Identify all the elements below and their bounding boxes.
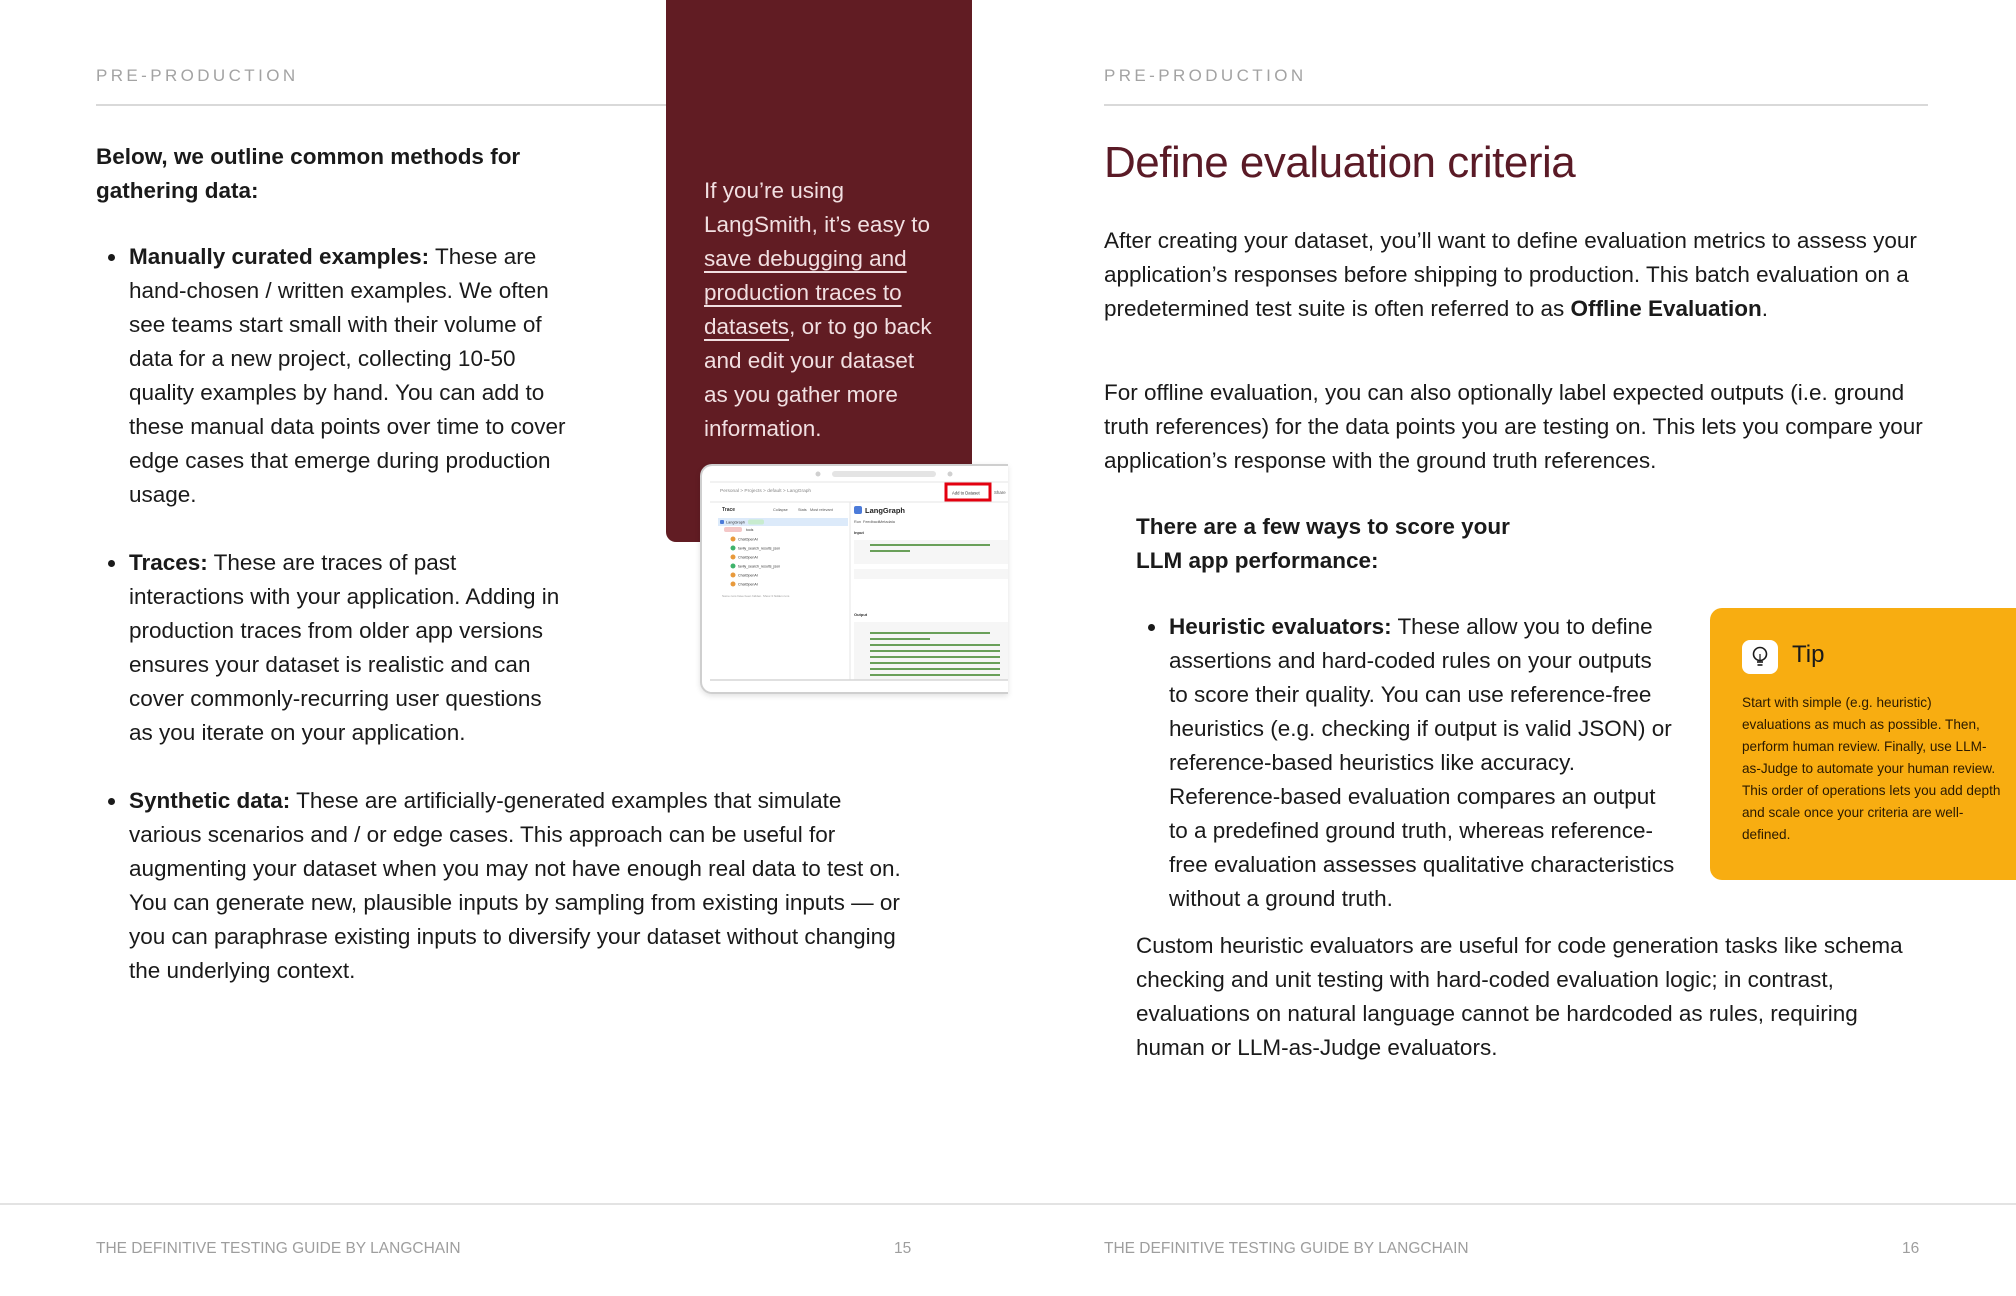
tab-metadata[interactable]: Metadata: [879, 520, 895, 524]
footer-title: THE DEFINITIVE TESTING GUIDE BY LANGCHAIN: [1104, 1240, 1469, 1257]
list-item: [1136, 610, 1676, 916]
tab-run[interactable]: Run: [854, 520, 861, 524]
hidden-runs-note: Some runs have been hidden. Show 3 hidden runs: [722, 594, 790, 598]
list-item: [96, 784, 916, 988]
run-item[interactable]: LangGraph: [726, 520, 745, 525]
section-label: PRE-PRODUCTION: [1104, 66, 1307, 85]
run-item[interactable]: tavily_search_results_json: [738, 546, 781, 551]
breadcrumb: Personal > Projects > default > LangGraph: [720, 489, 812, 494]
callout-text-after: , or to go back and edit your dataset as you gather more information.: [704, 314, 932, 441]
langsmith-screenshot: [700, 464, 1008, 694]
collapse-button[interactable]: Collapse: [773, 508, 788, 512]
paragraph-end: .: [1761, 296, 1769, 321]
run-item[interactable]: tools: [746, 528, 754, 532]
evaluator-list: [1136, 610, 1676, 950]
bullet-term: Synthetic data:: [129, 788, 291, 813]
bullet-text: These are traces of past interactions with your application. Adding in production traces from older app versions ensures your dataset is realistic and can cover commonly-recurring user questions as you iterate on your application.: [129, 550, 560, 745]
bullet-icon: [108, 798, 115, 805]
page-number: 16: [1902, 1240, 1920, 1257]
trace-heading: Trace: [722, 507, 736, 513]
run-panel-title: LangGraph: [865, 506, 906, 515]
bullet-icon: [108, 254, 115, 261]
run-item[interactable]: tavily_search_results_json: [738, 564, 781, 569]
run-item[interactable]: ChatOpenAI: [738, 555, 758, 560]
list-item: [96, 240, 566, 512]
header-divider: [1104, 104, 1928, 106]
output-heading: Output: [854, 612, 868, 617]
offline-evaluation-term: Offline Evaluation: [1570, 296, 1762, 321]
bullet-term: Manually curated examples:: [129, 244, 430, 269]
list-item: [96, 546, 566, 750]
header-divider: [96, 104, 666, 106]
tip-callout: [1710, 608, 2016, 880]
custom-evaluators-paragraph: Custom heuristic evaluators are useful for code generation tasks like schema checking and unit testing with hard-coded evaluation logic; in contrast, evaluations on natural language cannot be hardcoded as rules, requiring human or LLM-as-Judge evaluators.: [1136, 933, 1903, 1060]
tip-title: Tip: [1792, 641, 1825, 668]
footer-title: THE DEFINITIVE TESTING GUIDE BY LANGCHAIN: [96, 1240, 461, 1257]
input-heading: Input: [854, 530, 864, 535]
offline-evaluation-paragraph: For offline evaluation, you can also optionally label expected outputs (i.e. ground truth references) for the data points you are testing on. This lets you compare your application’s response with the ground truth references.: [1104, 380, 1923, 473]
page-right: [1008, 0, 2016, 1296]
lightbulb-icon: [1742, 640, 1778, 674]
bullet-term: Traces:: [129, 550, 208, 575]
add-to-dataset-button[interactable]: Add to Dataset: [952, 490, 980, 496]
intro-paragraph: [1104, 224, 1924, 326]
langgraph-icon: [854, 506, 862, 514]
bullet-text: These allow you to define assertions and hard-coded rules on your outputs to score their quality. You can use reference-free heuristics (e.g. checking if output is valid JSON) or reference-based heuristics like accuracy. Reference-based evaluation compares an output to a predefined ground truth, whereas reference-free evaluation assesses qualitative characteristics without a ground truth.: [1169, 614, 1675, 911]
most-relevant-select[interactable]: Most relevant: [810, 508, 833, 512]
run-item[interactable]: ChatOpenAI: [738, 537, 758, 542]
share-button[interactable]: Share: [994, 490, 1006, 495]
langsmith-callout: [666, 0, 972, 542]
bullet-icon: [108, 560, 115, 567]
bullet-text: These are hand-chosen / written examples. We often see teams start small with their volume of data for a new project, collecting 10-50 quality examples by hand. You can add to these manual data points over time to cover edge cases that emerge during production usage.: [129, 244, 566, 507]
window-bar: [832, 471, 936, 477]
intro-text: Below, we outline common methods for gathering data:: [96, 144, 521, 203]
page-number: 15: [894, 1240, 912, 1257]
callout-text: [704, 174, 944, 446]
screenshot-illustration: [702, 466, 1008, 694]
section-label: PRE-PRODUCTION: [96, 66, 299, 85]
camera-dot-icon: [816, 472, 821, 477]
tip-text: Start with simple (e.g. heuristic) evaluations as much as possible. Then, perform human review. Finally, use LLM-as-Judge to automate your human review. This order of operations lets you add depth and scale once your criteria are well-defined.: [1742, 695, 2001, 842]
footer-divider: [0, 1203, 2016, 1205]
callout-text-before: If you’re using LangSmith, it’s easy to: [704, 178, 930, 237]
paragraph-text: After creating your dataset, you’ll want to define evaluation metrics to assess your application’s responses before shipping to production. This batch evaluation on a predetermined test suite is often referred to as: [1104, 228, 1917, 321]
bullet-term: Heuristic evaluators:: [1169, 614, 1392, 639]
save-traces-link[interactable]: save debugging and production traces to datasets: [704, 246, 907, 339]
bullet-text: These are artificially-generated examples that simulate various scenarios and / or edge cases. This approach can be useful for augmenting your dataset when you may not have enough real data to test on. You can generate new, plausible inputs by sampling from existing inputs — or you can paraphrase existing inputs to diversify your dataset without changing the underlying context.: [129, 788, 901, 983]
camera-dot-icon: [948, 472, 953, 477]
run-item[interactable]: ChatOpenAI: [738, 582, 758, 587]
bullet-icon: [1148, 624, 1155, 631]
run-item[interactable]: ChatOpenAI: [738, 573, 758, 578]
tab-feedback[interactable]: Feedback: [863, 520, 880, 524]
ways-heading: There are a few ways to score your LLM app performance:: [1136, 514, 1510, 573]
page-title: Define evaluation criteria: [1104, 138, 1576, 187]
stats-button[interactable]: Stats: [798, 508, 807, 512]
